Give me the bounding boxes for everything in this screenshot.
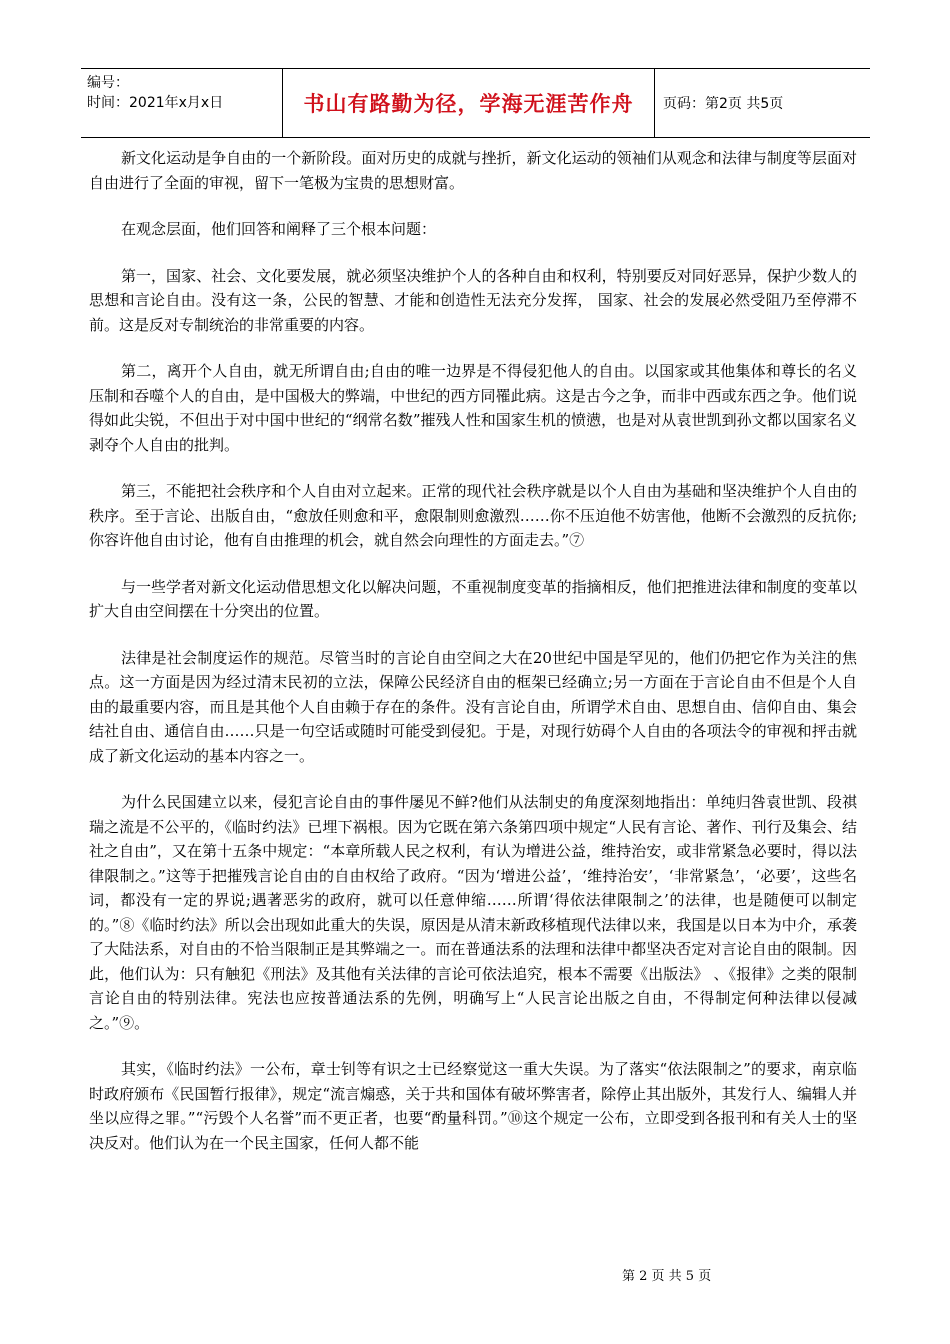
paragraph: 其实，《临时约法》一公布，章士钊等有识之士已经察觉这一重大失误。为了落实“依法限制之”的要求，南京临时政府颁布《民国暂行报律》，规定“流言煽惑，关于共和国体有破坏弊害者，除停止其出版外，其发行人、编辑人并坐以应得之罪。”“污毁个人名誉”而不更正者，也要“酌量科罚。”⑩这个规定一公布，立即受到各报刊和有关人士的坚决反对。他们认为在一个民主国家，任何人都不能 xyxy=(89,1060,857,1152)
header-page-info: 页码：第2页 共5页 xyxy=(663,96,784,112)
document-header xyxy=(81,68,870,138)
paragraph: 新文化运动是争自由的一个新阶段。面对历史的成就与挫折，新文化运动的领袖们从观念和法律与制度等层面对自由进行了全面的审视，留下一笔极为宝贵的思想财富。 xyxy=(89,149,857,192)
paragraph: 为什么民国建立以来，侵犯言论自由的事件屡见不鲜?他们从法制史的角度深刻地指出：单纯归咎袁世凯、段祺瑞之流是不公平的，《临时约法》已埋下祸根。因为它既在第六条第四项中规定“人民有言论、著作、刊行及集会、结社之自由”，又在第十五条中规定：“本章所载人民之权利，有认为增进公益，维持治安，或非常紧急必要时，得以法律限制之。”这等于把摧残言论自由的自由权给了政府。“因为‘增进公益’，‘维持治安’，‘非常紧急’，‘必要’，这些名词，都没有一定的界说;遇著恶劣的政府，就可以任意伸缩……所谓‘得依法律限制之’的法律，也是随便可以制定的。”⑧《临时约法》所以会出现如此重大的失误，原因是从清末新政移植现代法律以来，我国是以日本为中介，承袭了大陆法系，对自由的不恰当限制正是其弊端之一。而在普通法系的法理和法律中都坚决否定对言论自由的限制。因 此，他们认为：只有触犯《刑法》及其他有关法律的言论可依法追究，根本不需要《出版法》 、《报律》之类的限制言论自由的特别法律。宪法也应按普通法系的先例，明确写上“人民言论出版之自由，不得制定何种法律以侵减之。”⑨。 xyxy=(89,793,857,1032)
header-meta xyxy=(81,69,283,137)
paragraph: 第三，不能把社会秩序和个人自由对立起来。正常的现代社会秩序就是以个人自由为基础和坚决维护个人自由的秩序。至于言论、出版自由，“愈放任则愈和平，愈限制则愈激烈……你不压迫他不妨害他，他断不会激烈的反抗你;你容许他自由讨论，他有自由推理的机会，就自然会向理性的方面走去。”⑦ xyxy=(89,482,857,549)
document-body xyxy=(89,146,857,1177)
header-motto: 书山有路勤为径，学海无涯苦作舟 xyxy=(283,69,655,137)
paragraph: 第二，离开个人自由，就无所谓自由;自由的唯一边界是不得侵犯他人的自由。以国家或其他集体和尊长的名义压制和吞噬个人的自由，是中国极大的弊端，中世纪的西方同罹此病。这是古今之争，而非中西或东西之争。他们说得如此尖锐，不但出于对中国中世纪的“纲常名数”摧残人性和国家生机的愤懑，也是对从袁世凯到孙文都以国家名义剥夺个人自由的批判。 xyxy=(89,362,857,454)
number-label: 编号： xyxy=(87,75,129,91)
paragraph: 第一，国家、社会、文化要发展，就必须坚决维护个人的各种自由和权利，特别要反对同好恶异，保护少数人的思想和言论自由。没有这一条，公民的智慧、才能和创造性无法充分发挥， 国家、社会的发展必然受阻乃至停滞不前。这是反对专制统治的非常重要的内容。 xyxy=(89,266,857,334)
time-label: 时间：2021年x月x日 xyxy=(87,95,224,111)
page-footer: 第 2 页 共 5 页 xyxy=(622,1269,712,1284)
paragraph: 在观念层面，他们回答和阐释了三个根本问题： xyxy=(121,220,437,238)
paragraph: 法律是社会制度运作的规范。尽管当时的言论自由空间之大在20世纪中国是罕见的，他们仍把它作为关注的焦点。这一方面是因为经过清末民初的立法，保障公民经济自由的框架已经确立;另一方面在于言论自由不但是个人自由的最重要内容，而且是其他个人自由赖于存在的条件。没有言论自由，所谓学术自由、思想自由、信仰自由、集会结社自由、通信自由……只是一句空话或随时可能受到侵犯。于是，对现行妨碍个人自由的各项法令的审视和抨击就成了新文化运动的基本内容之一。 xyxy=(89,648,857,765)
paragraph: 与一些学者对新文化运动借思想文化以解决问题，不重视制度变革的指摘相反，他们把推进法律和制度的变革以扩大自由空间摆在十分突出的位置。 xyxy=(89,577,857,620)
